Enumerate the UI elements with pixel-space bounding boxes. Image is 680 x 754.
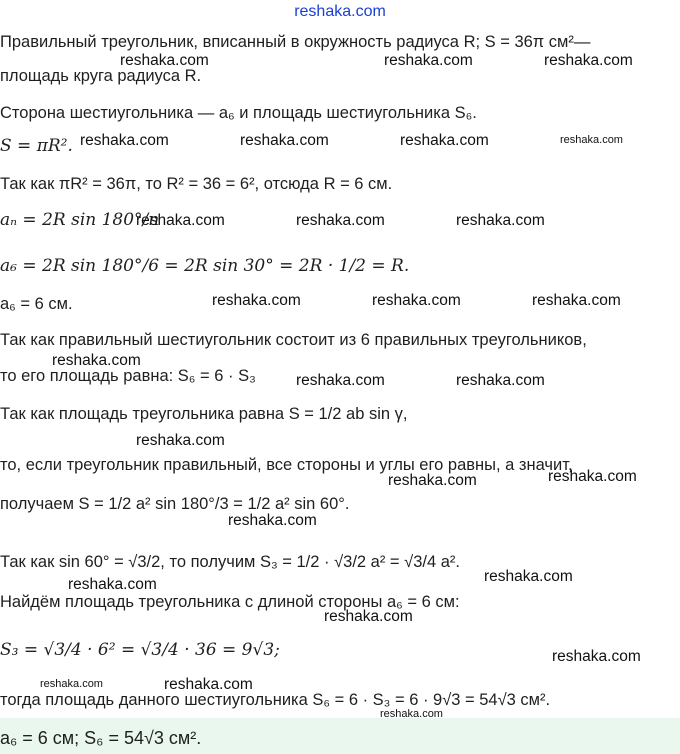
watermark: reshaka.com (548, 468, 637, 485)
watermark: reshaka.com (296, 212, 385, 229)
answer-line: a₆ = 6 см; S₆ = 54√3 см². (0, 728, 202, 748)
text-line-14: Так как sin 60° = √3/2, то получим S₃ = 1/2 · √3/2 a² = √3/4 a². (0, 553, 460, 571)
text-line-11: Так как площадь треугольника равна S = 1/2 ab sin γ, (0, 405, 408, 423)
text-line-5: Так как πR² = 36π, то R² = 36 = 6², отсюда R = 6 см. (0, 175, 393, 193)
watermark: reshaka.com (380, 708, 443, 720)
text-line-9: Так как правильный шестиугольник состоит из 6 правильных треугольников, (0, 331, 587, 349)
watermark: reshaka.com (228, 512, 317, 529)
watermark: reshaka.com (136, 212, 225, 229)
watermark: reshaka.com (80, 132, 169, 149)
formula-line-6: aₙ = 2R sin 180°/n (0, 210, 160, 230)
watermark: reshaka.com (120, 52, 209, 69)
watermark: reshaka.com (296, 372, 385, 389)
text-line-13: получаем S = 1/2 a² sin 180°/3 = 1/2 a² sin 60°. (0, 495, 350, 513)
watermark: reshaka.com (52, 352, 141, 369)
text-line-17: тогда площадь данного шестиугольника S₆ = 6 · S₃ = 6 · 9√3 = 54√3 см². (0, 691, 551, 709)
watermark: reshaka.com (484, 568, 573, 585)
watermark: reshaka.com (136, 432, 225, 449)
text-line-15: Найдём площадь треугольника с длиной стороны a₆ = 6 см: (0, 593, 460, 611)
watermark: reshaka.com (372, 292, 461, 309)
text-line-8: a₆ = 6 см. (0, 295, 73, 313)
watermark: reshaka.com (212, 292, 301, 309)
text-line-2: площадь круга радиуса R. (0, 67, 202, 85)
watermark: reshaka.com (240, 132, 329, 149)
watermark: reshaka.com (68, 576, 157, 593)
formula-line-7: a₆ = 2R sin 180°/6 = 2R sin 30° = 2R · 1/2 = R. (0, 256, 410, 276)
text-line-3: Сторона шестиугольника — a₆ и площадь шестиугольника S₆. (0, 104, 477, 122)
watermark: reshaka.com (324, 608, 413, 625)
watermark: reshaka.com (532, 292, 621, 309)
formula-line-16: S₃ = √3/4 · 6² = √3/4 · 36 = 9√3; (0, 640, 280, 660)
watermark: reshaka.com (40, 678, 103, 690)
watermark: reshaka.com (456, 212, 545, 229)
site-header[interactable]: reshaka.com (294, 3, 386, 20)
text-line-12: то, если треугольник правильный, все стороны и углы его равны, а значит, (0, 456, 573, 474)
watermark: reshaka.com (560, 134, 623, 146)
watermark: reshaka.com (400, 132, 489, 149)
formula-line-4: S = πR². (0, 136, 73, 156)
text-line-10: то его площадь равна: S₆ = 6 · S₃ (0, 367, 256, 385)
watermark: reshaka.com (164, 676, 253, 693)
text-line-1: Правильный треугольник, вписанный в окружность радиуса R; S = 36π см²— (0, 33, 591, 51)
watermark: reshaka.com (544, 52, 633, 69)
watermark: reshaka.com (388, 472, 477, 489)
watermark: reshaka.com (552, 648, 641, 665)
watermark: reshaka.com (456, 372, 545, 389)
watermark: reshaka.com (384, 52, 473, 69)
